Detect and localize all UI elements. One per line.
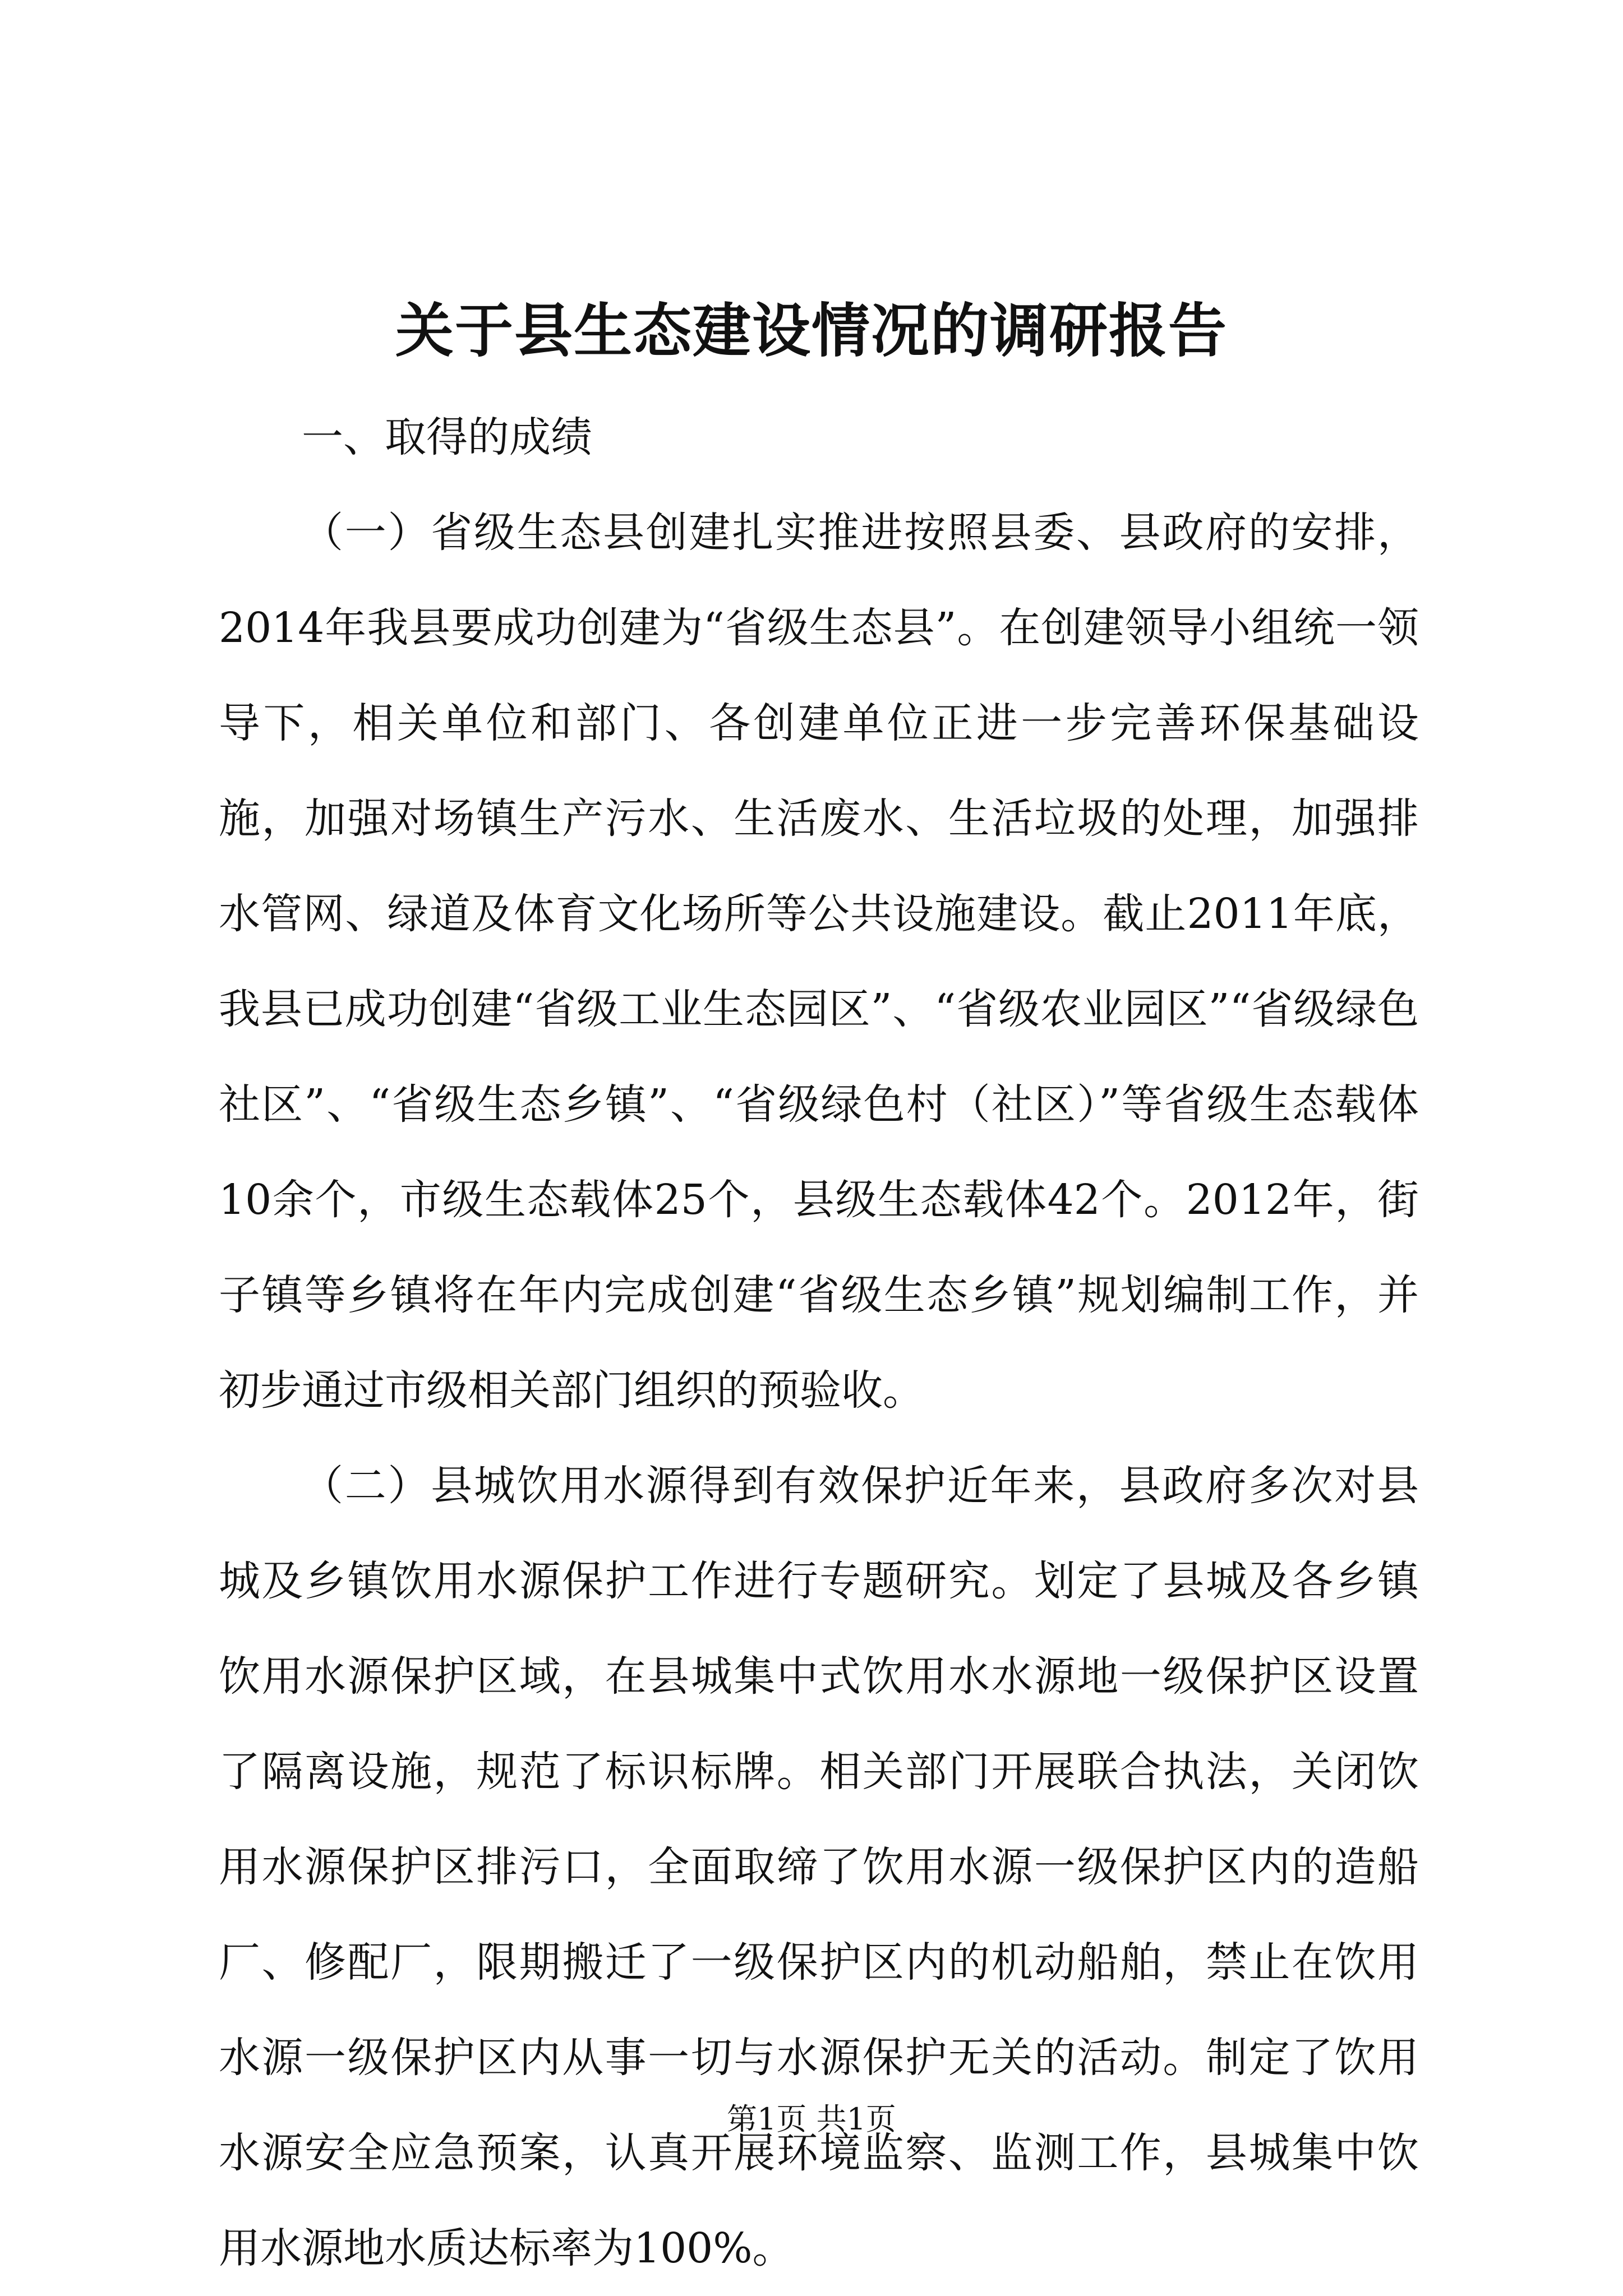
document-body — [219, 390, 1419, 2296]
page-footer: 第1页 共1页 — [727, 2101, 896, 2137]
document-title: 关于县生态建设情况的调研报告 — [395, 296, 1228, 365]
paragraph-2: （二）县城饮用水源得到有效保护近年来，县政府多次对县城及乡镇饮用水源保护工作进行专题研究。划定了县城及各乡镇饮用水源保护区域，在县城集中式饮用水水源地一级保护区设置了隔离设施，规范了标识标牌。相关部门开展联合执法，关闭饮用水源保护区排污口，全面取缔了饮用水源一级保护区内的造船厂、修配厂，限期搬迁了一级保护区内的机动船舶，禁止在饮用水源一级保护区内从事一切与水源保护无关的活动。制定了饮用水源安全应急预案，认真开展环境监察、监测工作，县城集中饮用水源地水质达标率为100%。 — [219, 1462, 1419, 2272]
paragraph-1: （一）省级生态县创建扎实推进按照县委、县政府的安排，2014年我县要成功创建为“省级生态县”。在创建领导小组统一领导下，相关单位和部门、各创建单位正进一步完善环保基础设施，加强对场镇生产污水、生活废水、生活垃圾的处理，加强排水管网、绿道及体育文化场所等公共设施建设。截止2011年底，我县已成功创建“省级工业生态园区”、“省级农业园区”“省级绿色社区”、“省级生态乡镇”、“省级绿色村（社区）”等省级生态载体10余个，市级生态载体25个，县级生态载体42个。2012年，街子镇等乡镇将在年内完成创建“省级生态乡镇”规划编制工作，并初步通过市级相关部门组织的预验收。 — [219, 509, 1419, 1415]
section-heading: 一、取得的成绩 — [302, 413, 592, 461]
